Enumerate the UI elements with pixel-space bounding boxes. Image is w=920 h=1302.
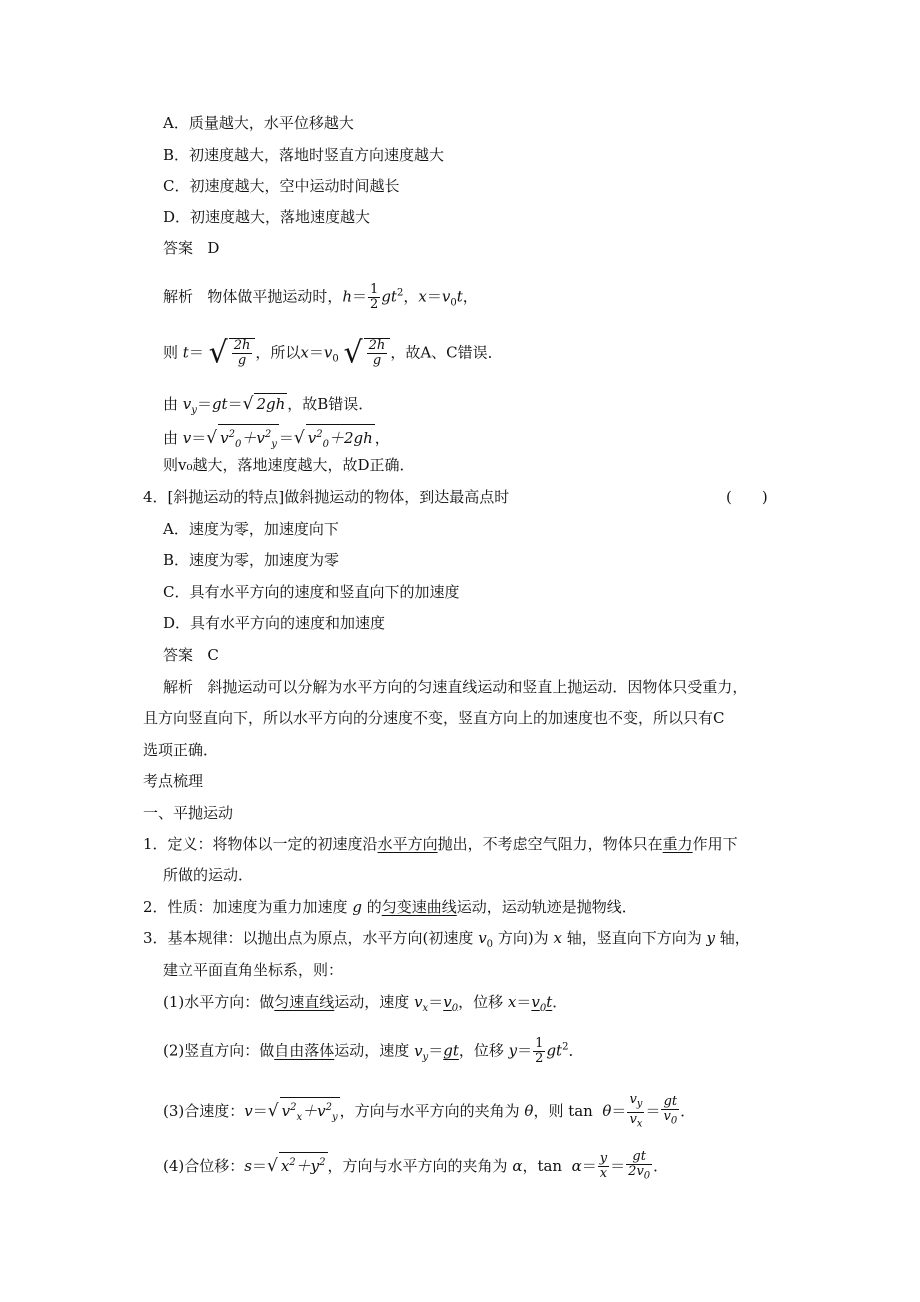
section-heading: 考点梳理 xyxy=(143,772,204,790)
answer-label: 答案 xyxy=(163,646,194,664)
review-item-3-cont: 建立平面直角坐标系，则： xyxy=(163,961,344,979)
answer-label: 答案 xyxy=(163,239,194,257)
q3-option-c: C．初速度越大，空中运动时间越长 xyxy=(163,177,400,195)
review-item-1-cont: 所做的运动． xyxy=(163,866,254,884)
answer-value: D xyxy=(207,239,220,257)
sqrt-2h-over-g: $\frac{2h}{g}$ xyxy=(229,338,256,368)
q4-option-a: A．速度为零，加速度向下 xyxy=(163,520,339,538)
fraction-gt-over-2v0: $\frac{gt}{2v_0}$ xyxy=(628,1149,651,1182)
review-sub-3: (3)合速度：v＝√ $v^2_x+v^2_y$ ，方向与水平方向的夹角为 θ，则 tan θ＝ $\frac{v_y}{v_x}$ ＝ $\frac{gt}{v_0}$ ． xyxy=(163,1092,696,1130)
q4-analysis-line-2: 且方向竖直向下，所以水平方向的分速度不变，竖直方向上的加速度也不变，所以只有C xyxy=(143,709,725,727)
radical-icon: √ xyxy=(208,335,228,371)
sqrt-vx-vy: $v^2_x+v^2_y$ xyxy=(280,1097,340,1128)
answer-value: C xyxy=(207,646,219,664)
formula-h: h xyxy=(342,287,353,306)
analysis-intro: 物体做平抛运动时， xyxy=(207,287,343,306)
underlined-term: 匀变速曲线 xyxy=(381,898,457,916)
q3-answer xyxy=(163,238,219,258)
sqrt-v0-2gh: $v^2_0+2gh$ xyxy=(306,424,375,455)
q3-option-d: D．初速度越大，落地速度越大 xyxy=(163,208,371,226)
review-item-3: 3．基本规律：以抛出点为原点，水平方向(初速度 $v_0$ 方向)为 x 轴，竖直向下方向为 y 轴， xyxy=(143,929,750,950)
q3-analysis-line-4: 由 v＝√ $v^2_0+v^2_y$ ＝√ $v^2_0+2gh$ ， xyxy=(163,424,390,455)
underlined-term: 自由落体 xyxy=(274,1041,335,1060)
fraction-half: $\frac{1}{2}$ xyxy=(535,1036,544,1066)
q4-stem xyxy=(143,487,509,507)
fraction-y-over-x: $\frac{y}{x}$ xyxy=(599,1151,608,1182)
underlined-term: 水平方向 xyxy=(377,835,438,853)
question-text: 做斜抛运动的物体，到达最高点时 xyxy=(284,488,510,506)
review-item-2: 2．性质：加速度为重力加速度 g 的匀变速曲线运动，运动轨迹是抛物线． xyxy=(143,898,637,916)
q3-option-b: B．初速度越大，落地时竖直方向速度越大 xyxy=(163,146,445,164)
sqrt-v0-vy: $v^2_0+v^2_y$ xyxy=(218,424,279,455)
formula-gt2: gt xyxy=(381,287,397,306)
q3-option-a: A．质量越大，水平位移越大 xyxy=(163,114,354,132)
q4-option-b: B．速度为零，加速度为零 xyxy=(163,551,340,569)
q3-analysis-line-5: 则v₀越大，落地速度越大，故D正确． xyxy=(163,456,415,474)
q4-analysis-line-3: 选项正确． xyxy=(143,741,219,759)
q4-option-d: D．具有水平方向的速度和加速度 xyxy=(163,614,386,632)
radical-icon: √ xyxy=(343,335,363,371)
review-sub-2: (2)竖直方向：做自由落体运动，速度 $v_y=gt$，位移 y＝ $\frac{1}{2}$ $gt^2$． xyxy=(163,1036,584,1066)
review-sub-4: (4)合位移：s＝√ $x^2+y^2$ ，方向与水平方向的夹角为 α，tan α＝ $\frac{y}{x}$ ＝ $\frac{gt}{2v_0}$ ． xyxy=(163,1149,669,1182)
q3-analysis-line-1: 解析 物体做平抛运动时，h＝ $\frac{1}{2}$ $gt^2$，$x=v_0t$， xyxy=(163,282,478,312)
answer-blank: ( ) xyxy=(726,488,768,506)
q3-analysis-line-3: 由 $v_y=gt=√$ 2gh ，故B错误． xyxy=(163,394,374,416)
fraction-gt-over-v0: $\frac{gt}{v_0}$ xyxy=(663,1094,678,1127)
q3-analysis-line-2: 则 t＝ √ $\frac{2h}{g}$ ，所以$x=v_0$ √ $\frac{2h}{g}$ ，故A、C错误． xyxy=(163,335,503,371)
q4-analysis-line-1: 解析 斜抛运动可以分解为水平方向的匀速直线运动和竖直上抛运动．因物体只受重力， xyxy=(163,678,748,696)
fraction-vy-over-vx: $\frac{v_y}{v_x}$ xyxy=(629,1092,643,1130)
question-number: 4． xyxy=(143,488,168,506)
underlined-term: 重力 xyxy=(662,835,693,853)
analysis-label: 解析 xyxy=(163,678,194,696)
sqrt-2h-over-g: $\frac{2h}{g}$ xyxy=(364,338,391,368)
subsection-heading: 一、平抛运动 xyxy=(143,804,234,822)
fraction-half: $\frac{1}{2}$ xyxy=(370,282,379,312)
review-sub-1: (1)水平方向：做匀速直线运动，速度 $v_x=v_0$，位移 $x=v_0t$． xyxy=(163,993,568,1014)
underlined-term: 匀速直线 xyxy=(274,993,335,1011)
sqrt-2gh: 2gh xyxy=(256,395,286,413)
question-tag: [斜抛运动的特点] xyxy=(167,488,285,506)
analysis-label: 解析 xyxy=(163,287,194,306)
review-item-1: 1．定义：将物体以一定的初速度沿水平方向抛出，不考虑空气阻力，物体只在重力作用下 xyxy=(143,835,738,853)
sqrt-x2-y2: $x^2+y^2$ xyxy=(279,1152,328,1176)
q4-option-c: C．具有水平方向的速度和竖直向下的加速度 xyxy=(163,583,460,601)
q4-answer xyxy=(163,645,219,665)
